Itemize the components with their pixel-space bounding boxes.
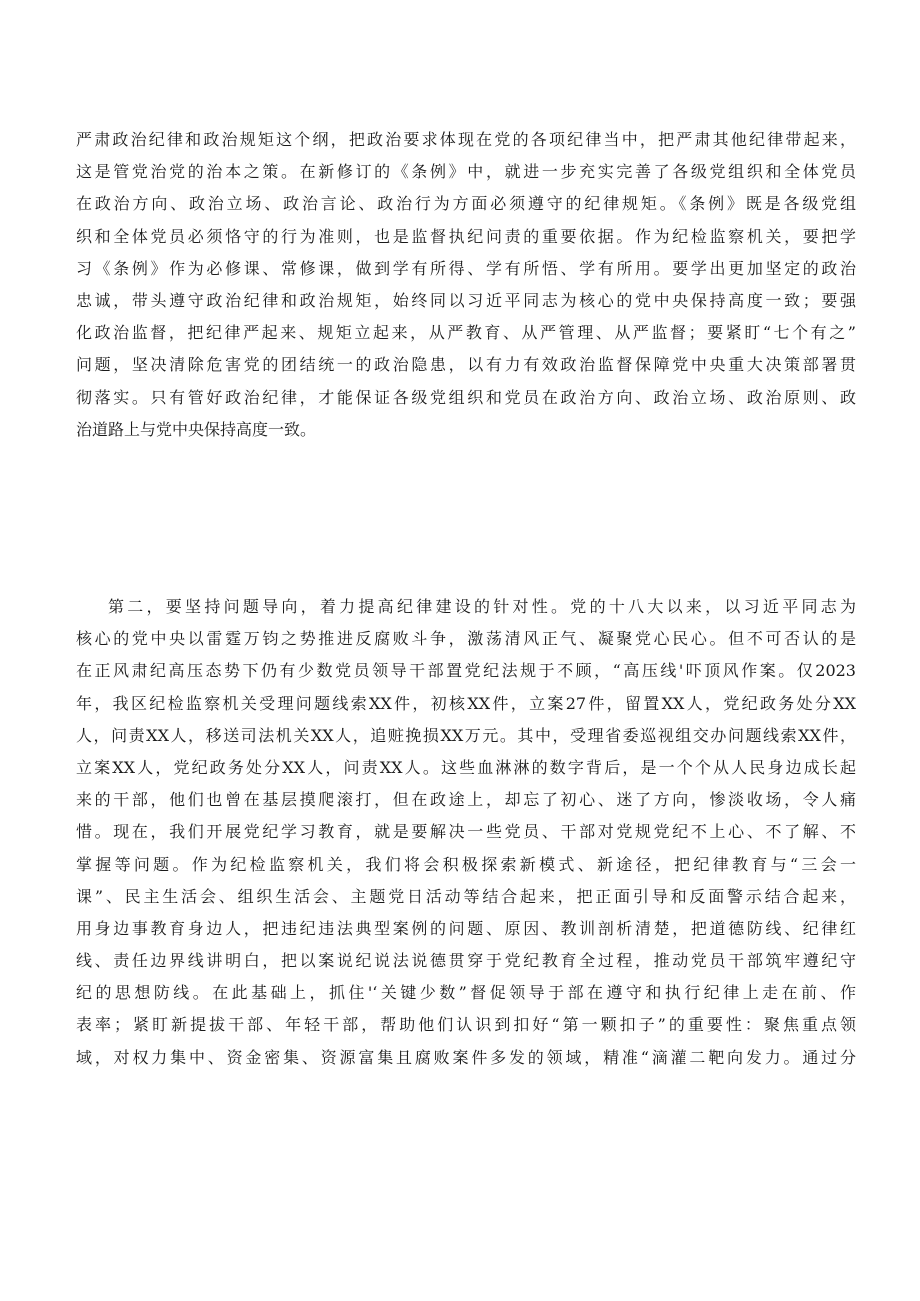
- text-line: 人，问责XX人，移送司法机关XX人，追赃挽损XX万元。其中，受理省委巡视组交办问题线索XX件，: [76, 725, 856, 745]
- text-line: 域，对权力集中、资金密集、资源富集且腐败案件多发的领域，精准“滴灌二靶向发力。通过分: [76, 1047, 856, 1067]
- text-line: 在政治方向、政治立场、政治言论、政治行为方面必须遵守的纪律规矩。《条例》既是各级党组: [76, 194, 856, 214]
- text-line: 课”、民主生活会、组织生活会、主题党日活动等结合起来，把正面引导和反面警示结合起来，: [76, 886, 856, 906]
- text-line: 用身边事教育身边人，把违纪违法典型案例的问题、原因、教训剖析清楚，把道德防线、纪律红: [76, 918, 856, 938]
- text-line: 惜。现在，我们开展党纪学习教育，就是要解决一些党员、干部对党规党纪不上心、不了解、不: [76, 822, 856, 842]
- text-line: 表率；紧盯新提拔干部、年轻干部，帮助他们认识到扣好“第一颗扣子”的重要性：聚焦重点领: [76, 1015, 856, 1035]
- text-line: 来的干部，他们也曾在基层摸爬滚打，但在政途上，却忘了初心、迷了方向，惨淡收场，令人痛: [76, 790, 856, 810]
- text-line: 织和全体党员必须恪守的行为准则，也是监督执纪问责的重要依据。作为纪检监察机关，要把学: [76, 226, 856, 246]
- text-line: 化政治监督，把纪律严起来、规矩立起来，从严教育、从严管理、从严监督；要紧盯“七个有之”: [76, 323, 856, 343]
- text-line: 忠诚，带头遵守政治纪律和政治规矩，始终同以习近平同志为核心的党中央保持高度一致；要强: [76, 290, 856, 310]
- text-line: 纪的思想防线。在此基础上，抓住'‘关键少数”督促领导于部在遵守和执行纪律上走在前、作: [76, 983, 856, 1003]
- text-line: 立案XX人，党纪政务处分XX人，问责XX人。这些血淋淋的数字背后，是一个个从人民身边成长起: [76, 757, 856, 777]
- text-line: 第二，要坚持问题导向，着力提高纪律建设的针对性。党的十八大以来，以习近平同志为: [108, 597, 856, 616]
- text-line: 问题，坚决清除危害党的团结统一的政治隐患，以有力有效政治监督保障党中央重大决策部署贯: [76, 355, 856, 375]
- text-line: 线、责任边界线讲明白，把以案说纪说法说德贯穿于党纪教育全过程，推动党员干部筑牢遵纪守: [76, 951, 856, 971]
- text-line: 掌握等问题。作为纪检监察机关，我们将会积极探索新模式、新途径，把纪律教育与“三会一: [76, 854, 856, 874]
- text-line: 严肃政治纪律和政治规矩这个纲，把政治要求体现在党的各项纪律当中，把严肃其他纪律带起来，: [76, 130, 856, 149]
- text-line: 在正风肃纪高压态势下仍有少数党员领导干部置党纪法规于不顾，“高压线'吓顶风作案。仅2023: [76, 661, 856, 681]
- paragraph-political-discipline: [76, 124, 856, 446]
- text-line: 年，我区纪检监察机关受理问题线索XX件，初核XX件，立案27件，留置XX人，党纪政务处分XX: [76, 693, 856, 713]
- text-line: 彻落实。只有管好政治纪律，才能保证各级党组织和党员在政治方向、政治立场、政治原则、政: [76, 387, 856, 407]
- text-line: 治道路上与党中央保持高度一致。: [76, 419, 317, 439]
- text-line: 核心的党中央以雷霆万钧之势推进反腐败斗争，激荡清风正气、凝聚党心民心。但不可否认的是: [76, 629, 856, 649]
- text-line: 习《条例》作为必修课、常修课，做到学有所得、学有所悟、学有所用。要学出更加坚定的政治: [76, 258, 856, 278]
- paragraph-problem-orientation: [76, 591, 856, 1074]
- text-line: 这是管党治党的治本之策。在新修订的《条例》中，就进一步充实完善了各级党组织和全体党员: [76, 162, 856, 182]
